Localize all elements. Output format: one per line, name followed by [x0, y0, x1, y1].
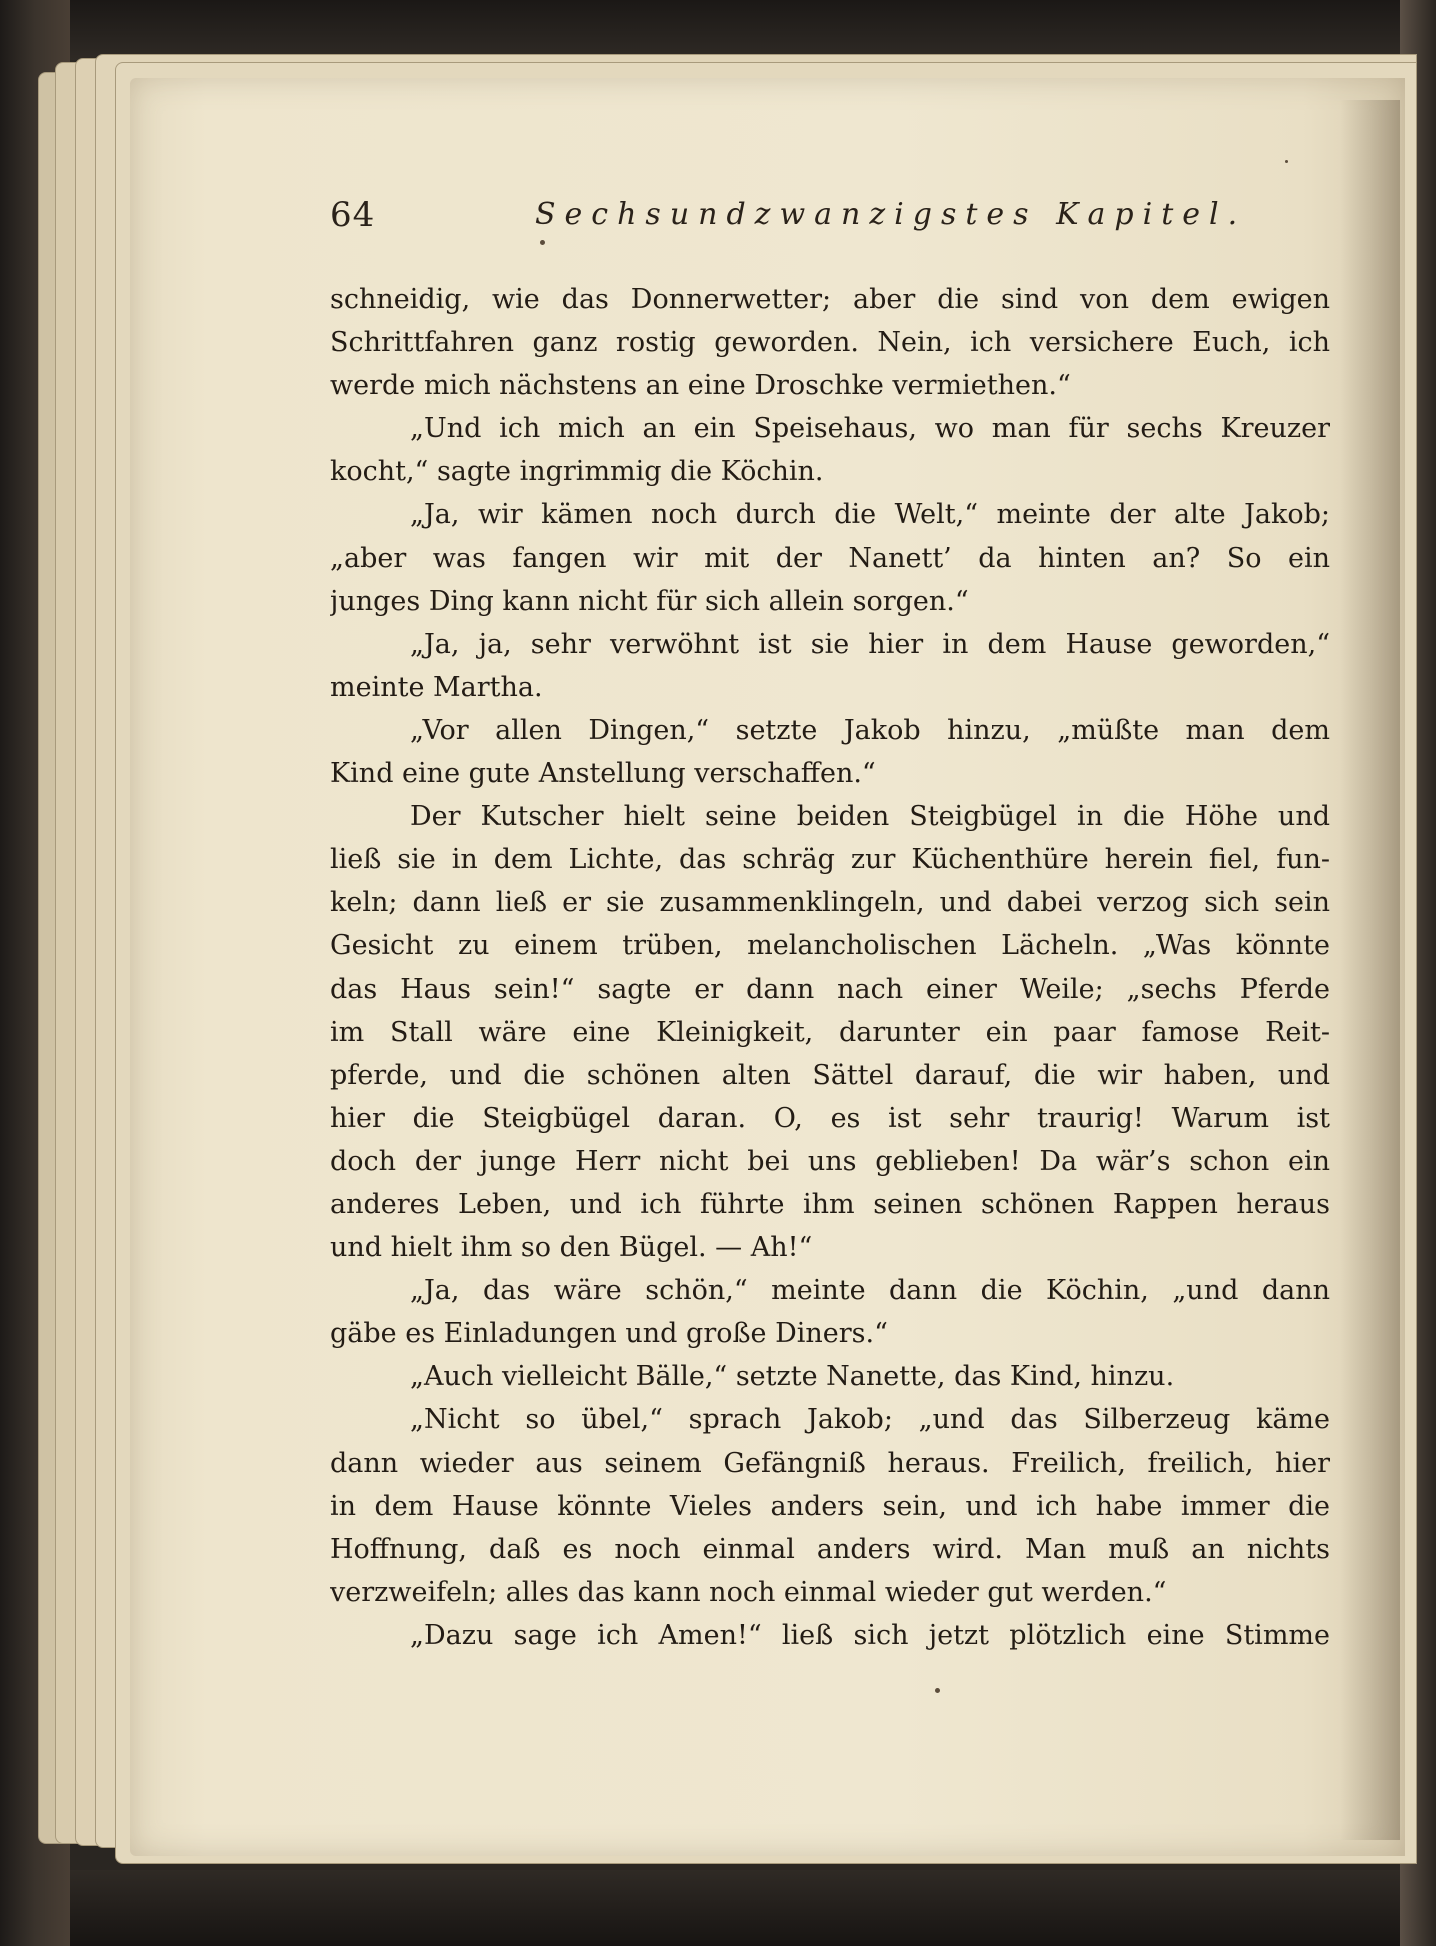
text-line: hier die Steigbügel daran. O, es ist sehr traurig! Warum ist	[330, 1102, 1330, 1134]
book-cover-bottom	[0, 1870, 1436, 1946]
paper-speck	[540, 240, 545, 245]
text-line: „Dazu sage ich Amen!“ ließ sich jetzt plötzlich eine Stimme	[410, 1619, 1330, 1651]
text-line: „Ja, wir kämen noch durch die Welt,“ meinte der alte Jakob;	[410, 499, 1330, 531]
text-line: junges Ding kann nicht für sich allein sorgen.“	[330, 585, 969, 617]
running-head	[330, 195, 1330, 245]
text-line: „Vor allen Dingen,“ setzte Jakob hinzu, „müßte man dem	[410, 714, 1330, 746]
page-number: 64	[330, 195, 376, 235]
text-line: Schrittfahren ganz rostig geworden. Nein, ich versichere Euch, ich	[330, 327, 1330, 359]
text-line: werde mich nächstens an eine Droschke vermiethen.“	[330, 370, 1071, 402]
text-line: Gesicht zu einem trüben, melancholischen Lächeln. „Was könnte	[330, 930, 1330, 962]
text-line: meinte Martha.	[330, 671, 543, 703]
paper-speck	[1285, 160, 1288, 163]
book-cover-top	[0, 0, 1436, 60]
text-line: anderes Leben, und ich führte ihm seinen schönen Rappen heraus	[330, 1188, 1330, 1220]
text-line: und hielt ihm so den Bügel. — Ah!“	[330, 1232, 813, 1264]
text-line: „aber was fangen wir mit der Nanett’ da hinten an? So ein	[330, 542, 1330, 574]
text-line: pferde, und die schönen alten Sättel darauf, die wir haben, und	[330, 1059, 1330, 1091]
text-line: doch der junge Herr nicht bei uns geblieben! Da wär’s schon ein	[330, 1145, 1330, 1177]
text-line: schneidig, wie das Donnerwetter; aber die sind von dem ewigen	[330, 284, 1330, 315]
text-line: „Und ich mich an ein Speisehaus, wo man für sechs Kreuzer	[410, 413, 1330, 445]
text-line: „Ja, ja, sehr verwöhnt ist sie hier in dem Hause geworden,“	[410, 628, 1330, 660]
text-line: Hoffnung, daß es noch einmal anders wird. Man muß an nichts	[330, 1533, 1330, 1565]
text-line: dann wieder aus seinem Gefängniß heraus. Freilich, freilich, hier	[330, 1447, 1330, 1479]
text-line: in dem Hause könnte Vieles anders sein, und ich habe immer die	[330, 1490, 1330, 1522]
text-line: Der Kutscher hielt seine beiden Steigbügel in die Höhe und	[410, 801, 1330, 833]
text-line: das Haus sein!“ sagte er dann nach einer Weile; „sechs Pferde	[330, 973, 1330, 1005]
text-line: „Nicht so übel,“ sprach Jakob; „und das Silberzeug käme	[410, 1404, 1330, 1436]
text-line: im Stall wäre eine Kleinigkeit, darunter ein paar famose Reit-	[330, 1016, 1330, 1048]
text-line: keln; dann ließ er sie zusammenklingeln, und dabei verzog sich sein	[330, 887, 1330, 919]
text-line: kocht,“ sagte ingrimmig die Köchin.	[330, 456, 824, 488]
text-line: verzweifeln; alles das kann noch einmal wieder gut werden.“	[330, 1576, 1167, 1608]
text-line: ließ sie in dem Lichte, das schräg zur Küchenthüre herein fiel, fun-	[330, 844, 1330, 876]
text-line: „Auch vielleicht Bälle,“ setzte Nanette, das Kind, hinzu.	[410, 1361, 1175, 1393]
body-text	[330, 278, 1330, 1657]
text-line: Kind eine gute Anstellung verschaffen.“	[330, 758, 876, 790]
text-line: gäbe es Einladungen und große Diners.“	[330, 1318, 888, 1350]
chapter-title: Sechsundzwanzigstes Kapitel.	[535, 197, 1247, 232]
paper-speck	[935, 1688, 940, 1693]
text-line: „Ja, das wäre schön,“ meinte dann die Köchin, „und dann	[410, 1275, 1330, 1307]
